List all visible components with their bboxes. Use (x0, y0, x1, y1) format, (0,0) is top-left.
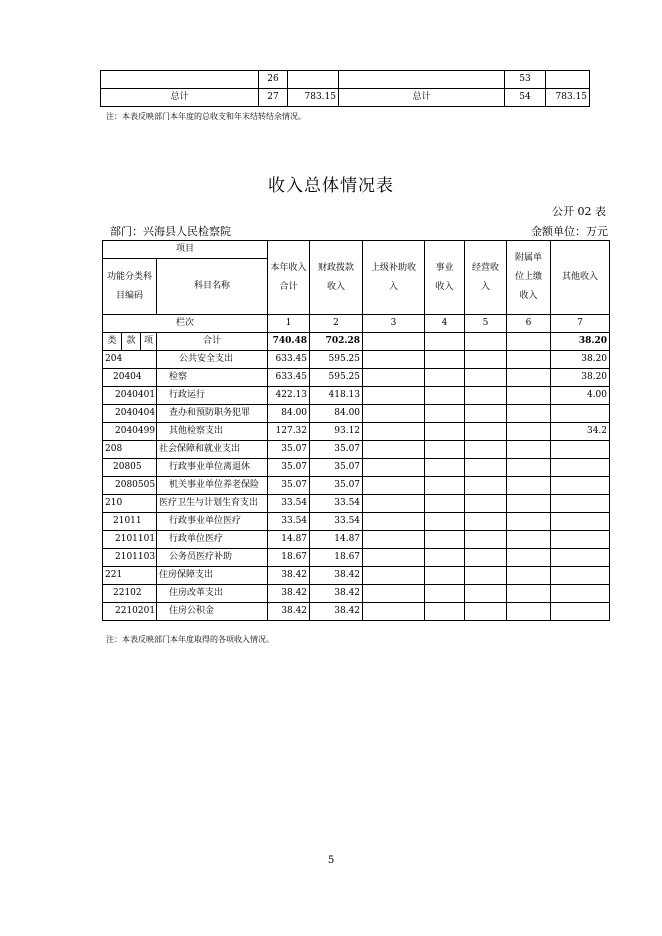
subject-code: 2080505 (103, 477, 157, 495)
amount-cell: 38.42 (310, 567, 363, 585)
total-value (363, 333, 425, 351)
amount-cell (363, 459, 425, 477)
subject-name: 检察 (157, 369, 268, 387)
amount-cell: 595.25 (310, 351, 363, 369)
amount-cell (425, 423, 465, 441)
cell: 783.15 (288, 89, 339, 107)
amount-cell: 595.25 (310, 369, 363, 387)
amount-cell (507, 351, 551, 369)
amount-cell (363, 513, 425, 531)
amount-cell: 35.07 (268, 441, 310, 459)
header-business (425, 241, 465, 315)
amount-cell (363, 423, 425, 441)
amount-cell (363, 351, 425, 369)
amount-cell (507, 549, 551, 567)
amount-cell: 38.42 (268, 567, 310, 585)
amount-cell: 33.54 (310, 495, 363, 513)
header-operating-text: 经营收入 (472, 262, 500, 292)
amount-cell: 38.42 (310, 585, 363, 603)
amount-cell: 35.07 (268, 477, 310, 495)
amount-cell: 38.42 (310, 603, 363, 621)
total-value (465, 333, 507, 351)
subject-name: 社会保障和就业支出 (157, 441, 268, 459)
col-num: 5 (465, 315, 507, 333)
amount-cell (465, 513, 507, 531)
amount-cell (465, 459, 507, 477)
amount-cell: 38.20 (551, 351, 610, 369)
subject-name: 行政事业单位医疗 (157, 513, 268, 531)
table-row (103, 567, 610, 585)
page-number: 5 (327, 855, 335, 866)
lei-label: 类 (103, 333, 122, 351)
amount-cell: 422.13 (268, 387, 310, 405)
amount-cell: 33.54 (310, 513, 363, 531)
header-affiliated-text: 附属单位上缴收入 (515, 253, 543, 301)
amount-cell (507, 567, 551, 585)
cell: 783.15 (546, 89, 590, 107)
header-business-text: 事业收入 (435, 262, 454, 292)
subject-name: 其他检察支出 (157, 423, 268, 441)
amount-cell (551, 567, 610, 585)
amount-cell: 18.67 (310, 549, 363, 567)
amount-cell: 35.07 (310, 477, 363, 495)
col-number-row (103, 315, 610, 333)
subject-code: 210 (103, 495, 157, 513)
col-num: 3 (363, 315, 425, 333)
amount-cell (551, 549, 610, 567)
amount-cell (465, 531, 507, 549)
subject-name: 行政单位医疗 (157, 531, 268, 549)
amount-cell (425, 531, 465, 549)
table-row (103, 495, 610, 513)
amount-cell (465, 477, 507, 495)
header-fiscal-text: 财政拨款收入 (318, 262, 355, 292)
col-num: 6 (507, 315, 551, 333)
amount-cell: 35.07 (268, 459, 310, 477)
total-value: 702.28 (310, 333, 363, 351)
amount-cell (465, 603, 507, 621)
amount-cell (507, 423, 551, 441)
subject-code: 2101103 (103, 549, 157, 567)
subject-name: 机关事业单位养老保险 (157, 477, 268, 495)
subject-code: 221 (103, 567, 157, 585)
table-row (103, 423, 610, 441)
amount-cell (425, 477, 465, 495)
amount-cell (425, 549, 465, 567)
heji-label: 合计 (157, 333, 268, 351)
amount-cell (551, 441, 610, 459)
table-row (103, 441, 610, 459)
amount-cell (551, 531, 610, 549)
table-row (103, 369, 610, 387)
amount-cell: 38.20 (551, 369, 610, 387)
amount-cell (465, 495, 507, 513)
header-other: 其他收入 (551, 241, 610, 315)
kuan-label: 款 (122, 333, 141, 351)
amount-cell: 33.54 (268, 495, 310, 513)
table-row (103, 603, 610, 621)
header-superior (363, 241, 425, 315)
subject-code: 204 (103, 351, 157, 369)
amount-cell: 633.45 (268, 351, 310, 369)
amount-cell: 38.42 (268, 585, 310, 603)
table-row (103, 477, 610, 495)
form-code: 公开 02 表 (552, 205, 606, 218)
subject-name: 公共安全支出 (157, 351, 268, 369)
amount-cell (551, 495, 610, 513)
subject-name: 住房改革支出 (157, 585, 268, 603)
amount-cell (551, 513, 610, 531)
amount-cell: 14.87 (268, 531, 310, 549)
header-total (268, 241, 310, 315)
amount-cell (465, 549, 507, 567)
header-project: 项目 (103, 241, 268, 259)
header-total-text: 本年收入合计 (270, 262, 307, 292)
amount-cell (465, 387, 507, 405)
header-fiscal (310, 241, 363, 315)
amount-cell: 34.2 (551, 423, 610, 441)
amount-cell (507, 603, 551, 621)
total-value (507, 333, 551, 351)
amount-cell (507, 477, 551, 495)
amount-cell (465, 585, 507, 603)
header-func-code (103, 259, 157, 315)
amount-cell (425, 495, 465, 513)
header-superior-text: 上级补助收入 (371, 262, 417, 292)
amount-cell (425, 513, 465, 531)
subject-code: 22102 (103, 585, 157, 603)
header-subject-name: 科目名称 (157, 259, 268, 315)
subject-name: 行政事业单位离退休 (157, 459, 268, 477)
subject-code: 2040404 (103, 405, 157, 423)
subject-name: 住房保障支出 (157, 567, 268, 585)
amount-cell: 35.07 (310, 441, 363, 459)
amount-cell (507, 531, 551, 549)
table-row (101, 89, 590, 107)
subject-code: 20805 (103, 459, 157, 477)
amount-cell (363, 585, 425, 603)
table-row (103, 405, 610, 423)
amount-cell (465, 567, 507, 585)
table-row (103, 351, 610, 369)
amount-cell: 418.13 (310, 387, 363, 405)
summary-table-fragment (100, 70, 590, 107)
amount-cell: 18.67 (268, 549, 310, 567)
cell (101, 71, 259, 89)
amount-cell (363, 477, 425, 495)
cell: 27 (259, 89, 288, 107)
amount-cell (425, 567, 465, 585)
total-value: 740.48 (268, 333, 310, 351)
amount-cell (507, 441, 551, 459)
col-num: 2 (310, 315, 363, 333)
amount-cell (425, 405, 465, 423)
amount-cell (551, 603, 610, 621)
subject-code: 208 (103, 441, 157, 459)
table-row (103, 513, 610, 531)
amount-cell (551, 459, 610, 477)
total-value (425, 333, 465, 351)
amount-cell (363, 405, 425, 423)
page-title: 收入总体情况表 (268, 176, 394, 196)
amount-cell (465, 423, 507, 441)
amount-cell (363, 567, 425, 585)
amount-cell (465, 441, 507, 459)
table-row (101, 71, 590, 89)
amount-cell (363, 495, 425, 513)
amount-cell (507, 387, 551, 405)
amount-cell (363, 603, 425, 621)
amount-cell (507, 369, 551, 387)
amount-cell (363, 441, 425, 459)
amount-cell: 35.07 (310, 459, 363, 477)
header-affiliated (507, 241, 551, 315)
amount-cell (425, 459, 465, 477)
table-row (103, 531, 610, 549)
total-value: 38.20 (551, 333, 610, 351)
amount-cell (465, 369, 507, 387)
amount-cell (425, 441, 465, 459)
note-bottom: 注：本表反映部门本年度取得的各项收入情况。 (106, 635, 274, 644)
amount-cell: 33.54 (268, 513, 310, 531)
col-num: 1 (268, 315, 310, 333)
amount-cell (363, 387, 425, 405)
table-row (103, 549, 610, 567)
unit-label: 金额单位：万元 (531, 225, 608, 238)
lanci-label: 栏次 (103, 315, 268, 333)
subject-code: 20404 (103, 369, 157, 387)
subject-code: 2040499 (103, 423, 157, 441)
amount-cell (551, 585, 610, 603)
amount-cell (425, 351, 465, 369)
amount-cell: 84.00 (268, 405, 310, 423)
amount-cell (363, 531, 425, 549)
amount-cell (507, 585, 551, 603)
amount-cell: 127.32 (268, 423, 310, 441)
cell (288, 71, 339, 89)
subject-name: 公务员医疗补助 (157, 549, 268, 567)
amount-cell (551, 477, 610, 495)
table-row (103, 387, 610, 405)
department-label: 部门：兴海县人民检察院 (110, 225, 231, 238)
amount-cell (507, 513, 551, 531)
header-func-code-text: 功能分类科目编码 (106, 271, 152, 301)
amount-cell: 84.00 (310, 405, 363, 423)
cell: 53 (505, 71, 546, 89)
col-num: 7 (551, 315, 610, 333)
amount-cell: 4.00 (551, 387, 610, 405)
subject-name: 查办和预防职务犯罪 (157, 405, 268, 423)
subject-code: 2040401 (103, 387, 157, 405)
total-row (103, 333, 610, 351)
subject-name: 医疗卫生与计划生育支出 (157, 495, 268, 513)
subject-name: 行政运行 (157, 387, 268, 405)
table-row (103, 459, 610, 477)
cell: 54 (505, 89, 546, 107)
amount-cell (425, 603, 465, 621)
cell: 26 (259, 71, 288, 89)
amount-cell: 38.42 (268, 603, 310, 621)
cell (339, 71, 505, 89)
subject-name: 住房公积金 (157, 603, 268, 621)
col-num: 4 (425, 315, 465, 333)
income-table (102, 240, 610, 621)
subject-code: 2101101 (103, 531, 157, 549)
amount-cell (363, 549, 425, 567)
subject-code: 21011 (103, 513, 157, 531)
amount-cell: 93.12 (310, 423, 363, 441)
table-row (103, 585, 610, 603)
amount-cell (507, 495, 551, 513)
amount-cell (551, 405, 610, 423)
note-top: 注：本表反映部门本年度的总收支和年末结转结余情况。 (106, 112, 306, 121)
amount-cell (425, 387, 465, 405)
amount-cell (425, 369, 465, 387)
header-row (103, 241, 610, 259)
cell (546, 71, 590, 89)
amount-cell: 14.87 (310, 531, 363, 549)
cell: 总计 (339, 89, 505, 107)
subject-code: 2210201 (103, 603, 157, 621)
amount-cell (465, 351, 507, 369)
amount-cell (465, 405, 507, 423)
amount-cell (507, 459, 551, 477)
xiang-label: 项 (141, 333, 157, 351)
amount-cell (507, 405, 551, 423)
header-operating (465, 241, 507, 315)
amount-cell (363, 369, 425, 387)
amount-cell: 633.45 (268, 369, 310, 387)
cell: 总计 (101, 89, 259, 107)
amount-cell (425, 585, 465, 603)
